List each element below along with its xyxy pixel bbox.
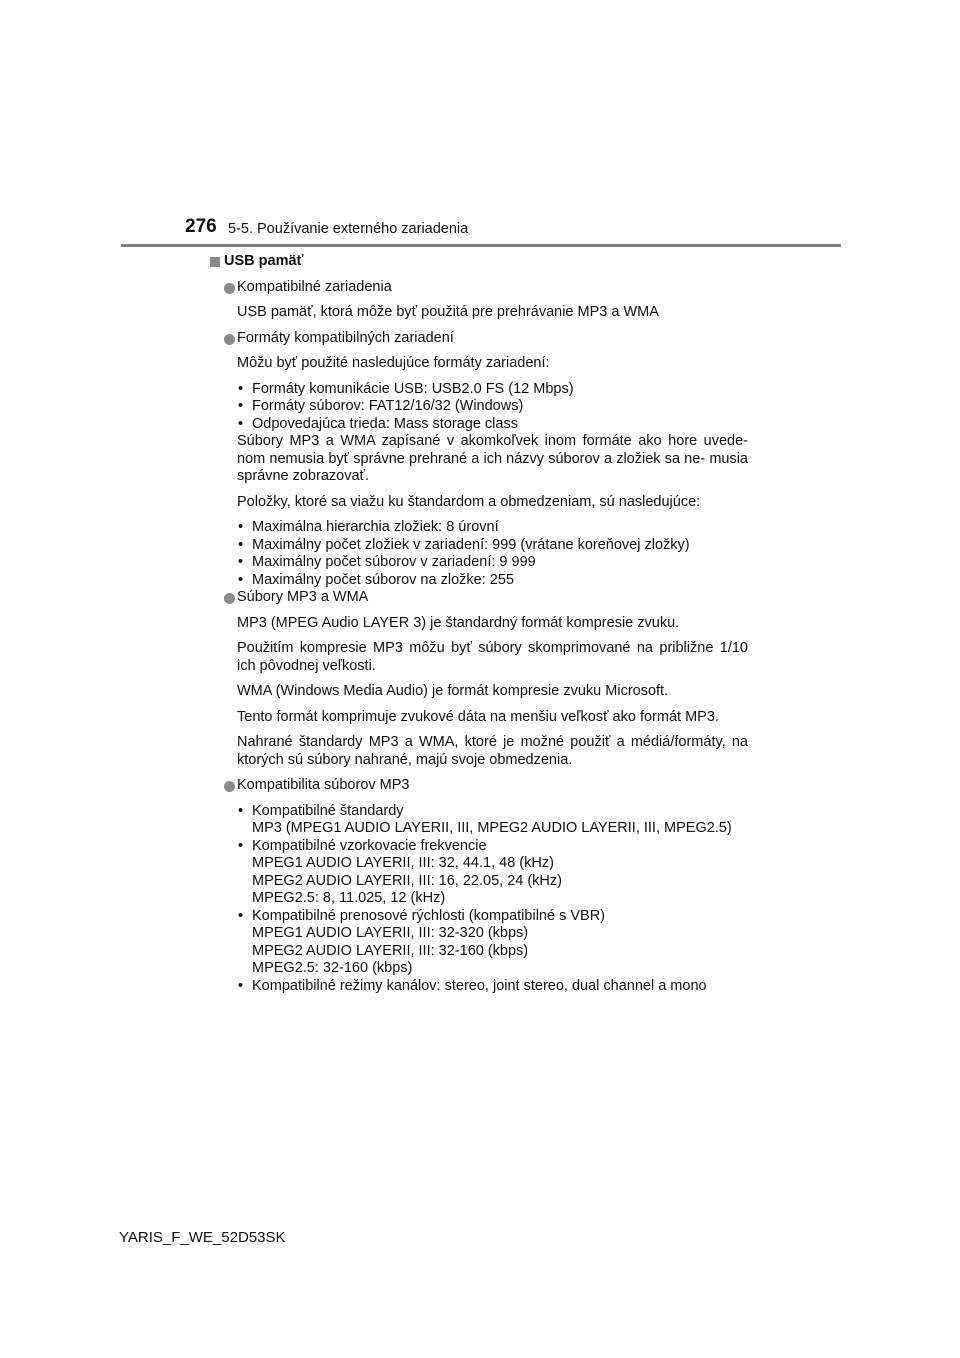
limits-list xyxy=(208,519,748,589)
list-item: • Odpovedajúca trieda: Mass storage class xyxy=(237,416,748,434)
item-title: Kompatibilita súborov MP3 xyxy=(237,777,410,793)
circle-bullet-icon xyxy=(224,781,235,792)
paragraph: Môžu byť použité nasledujúce formáty zariadení: xyxy=(237,355,550,371)
list-item-detail: MPEG2 AUDIO LAYERII, III: 32-160 (kbps) xyxy=(252,942,529,959)
section-title: 5-5. Používanie externého zariadenia xyxy=(228,221,469,237)
format-list xyxy=(208,381,748,434)
list-item-detail: MPEG2.5: 32-160 (kbps) xyxy=(252,960,413,976)
list-item xyxy=(237,908,748,978)
paragraph: USB pamäť, ktorá môže byť použitá pre prehrávanie MP3 a WMA xyxy=(237,304,659,320)
list-item: • Maximálny počet zložiek v zariadení: 999 (vrátane koreňovej zložky) xyxy=(237,537,748,555)
list-item: • Maximálny počet súborov na zložke: 255 xyxy=(237,572,748,590)
paragraph: MP3 (MPEG Audio LAYER 3) je štandardný formát kompresie zvuku. xyxy=(237,614,680,631)
list-item: • Formáty komunikácie USB: USB2.0 FS (12 Mbps) xyxy=(237,381,748,399)
paragraph: WMA (Windows Media Audio) je formát kompresie zvuku Microsoft. xyxy=(237,683,669,699)
page-content xyxy=(208,253,748,995)
item-title: Kompatibilné zariadenia xyxy=(237,278,392,295)
square-bullet-icon xyxy=(210,257,220,267)
heading-usb-memory xyxy=(208,253,748,271)
page-number: 276 xyxy=(185,216,217,237)
paragraph: Použitím kompresie MP3 môžu byť súbory skomprimované na približne 1/10 ich pôvodnej veľkosti. xyxy=(237,640,748,674)
circle-bullet-icon xyxy=(224,283,235,294)
circle-bullet-icon xyxy=(224,334,235,345)
list-item-title: • Kompatibilné vzorkovacie frekvencie xyxy=(252,837,487,854)
list-item-detail: MP3 (MPEG1 AUDIO LAYERII, III, MPEG2 AUDIO LAYERII, III, MPEG2.5) xyxy=(252,820,732,836)
paragraph: Položky, ktoré sa viažu ku štandardom a obmedzeniam, sú nasledujúce: xyxy=(237,493,701,510)
heading-text: USB pamäť xyxy=(224,253,304,269)
list-item-detail: MPEG2 AUDIO LAYERII, III: 16, 22.05, 24 (kHz) xyxy=(252,872,562,889)
item-title: Formáty kompatibilných zariadení xyxy=(237,329,454,346)
list-item-detail: MPEG1 AUDIO LAYERII, III: 32, 44.1, 48 (kHz) xyxy=(252,855,554,871)
item-mp3-wma-files xyxy=(208,589,748,607)
item-device-formats xyxy=(208,330,748,348)
paragraph: Nahrané štandardy MP3 a WMA, ktoré je možné použiť a médiá/formáty, na ktorých sú súbory nahrané, majú svoje obmedzenia. xyxy=(237,734,748,768)
item-compatible-devices xyxy=(208,279,748,297)
list-item-title: • Kompatibilné prenosové rýchlosti (kompatibilné s VBR) xyxy=(252,907,605,924)
paragraph: Tento formát komprimuje zvukové dáta na menšiu veľkosť ako formát MP3. xyxy=(237,708,719,725)
compatibility-list xyxy=(208,803,748,996)
list-item: • Formáty súborov: FAT12/16/32 (Windows) xyxy=(237,398,748,416)
list-item: • Kompatibilné režimy kanálov: stereo, joint stereo, dual channel a mono xyxy=(237,978,748,996)
list-item xyxy=(237,838,748,908)
circle-bullet-icon xyxy=(224,593,235,604)
list-item-detail: MPEG2.5: 8, 11.025, 12 (kHz) xyxy=(252,890,446,906)
header-rule xyxy=(121,244,841,247)
item-title: Súbory MP3 a WMA xyxy=(237,589,369,605)
list-item: • Maximálna hierarchia zložiek: 8 úrovní xyxy=(237,519,748,537)
list-item: • Maximálny počet súborov v zariadení: 9 999 xyxy=(237,554,748,572)
item-mp3-compatibility xyxy=(208,777,748,795)
list-item xyxy=(237,803,748,838)
list-item-detail: MPEG1 AUDIO LAYERII, III: 32-320 (kbps) xyxy=(252,925,529,941)
list-item-title: • Kompatibilné štandardy xyxy=(252,802,404,819)
footer-code: YARIS_F_WE_52D53SK xyxy=(119,1229,286,1246)
paragraph: Súbory MP3 a WMA zapísané v akomkoľvek inom formáte ako hore uvede- nom nemusia byť správne prehrané a ich názvy súborov a zložiek sa ne- musia správne zobrazovať. xyxy=(237,433,748,484)
